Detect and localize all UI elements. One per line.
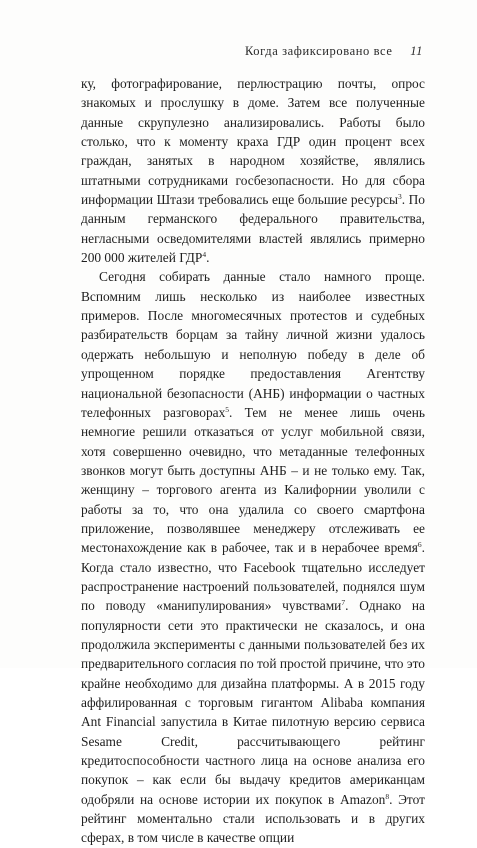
footnote-ref: 7 <box>341 598 346 608</box>
footnote-ref: 8 <box>385 791 390 801</box>
text-run: . Когда стало известно, что Facebook тщательно исследует распространение настроений пользователей, поднялся шум по поводу «манипулирования» чувствами <box>81 540 425 614</box>
text-run: . Этот рейтинг моментально стали использовать и в других сферах, в том числе в качестве опции <box>81 791 425 846</box>
body-text <box>81 74 425 848</box>
chapter-title: Когда зафиксировано все <box>244 44 393 58</box>
footnote-ref: 6 <box>417 540 422 550</box>
paragraph <box>81 74 425 267</box>
text-run: . Однако на популярности сети это практически не сказалось, и она продолжила эксперименты с данными пользователей без их предварительного согласия по той простой причине, что это крайне необходимо для дизайна платформы. А в 2015 году аффилированная с торговым гигантом Alibaba компания Ant Financial запустила в Китае пилотную версию сервиса Sesame Credit, рассчитывающего рейтинг кредитоспособности частного лица на основе анализа его покупок – как если бы выдачу кредитов американцам одобряли на основе истории их покупок в Amazon <box>81 598 425 807</box>
text-run: . По данным германского федерального правительства, негласными осведомителями властей являлись примерно 200 000 жителей ГДР <box>81 192 426 266</box>
text-run: Сегодня собирать данные стало намного проще. Вспомним лишь несколько из наиболее известных примеров. После многомесячных протестов и судебных разбирательств борцам за тайну личной жизни удалось одержать небольшую и неполную победу в деле об упрощенном порядке предоставления Агентству национальной безопасности (АНБ) информации о частных телефонных разговорах <box>81 269 425 420</box>
footnote-ref: 3 <box>397 192 402 202</box>
text-run: . Тем не менее лишь очень немногие решили отказаться от услуг мобильной связи, хотя совершенно очевидно, что метаданные телефонных звонков могут быть доступны АНБ – и не только ему. Так, женщину – торгового агента из Калифорнии уволили с работы за то, что она удалила со своего смартфона приложение, позволявшее менеджеру отслеживать ее местонахождение как в рабочее, так и в нерабочее время <box>81 404 425 556</box>
paragraph <box>81 267 425 847</box>
running-head <box>245 44 423 59</box>
footnote-ref: 5 <box>225 404 230 414</box>
page-number: 11 <box>410 44 423 58</box>
footnote-ref: 4 <box>202 250 207 260</box>
text-run: ку, фотографирование, перлюстрацию почты, опрос знакомых и прослушку в доме. Затем все полученные данные скрупулезно анализировались. Работы было столько, что к моменту краха ГДР один процент всех граждан, занятых в народном хозяйстве, являлись штатными сотрудниками госбезопасности. Но для сбора информации Штази требовались еще большие ресурсы <box>81 76 425 208</box>
text-run: . <box>206 250 210 266</box>
